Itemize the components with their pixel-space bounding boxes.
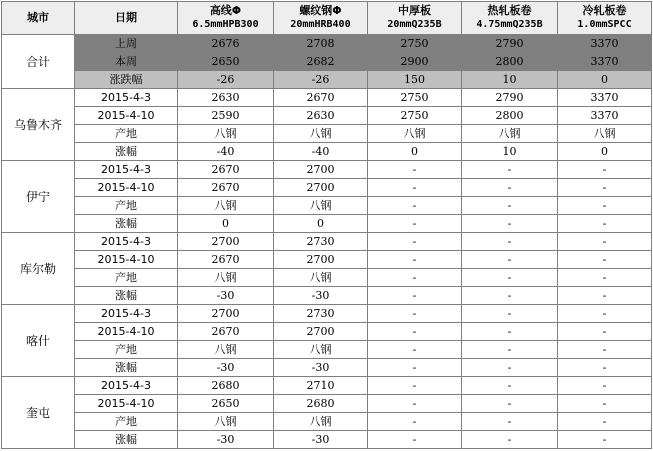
value-cell: 八钢 [274,197,368,215]
value-cell: - [462,215,558,233]
table-row [2,305,652,323]
row-label: 2015-4-10 [75,107,178,125]
table-row [2,341,652,359]
table-row [2,323,652,341]
value-cell: 2700 [274,179,368,197]
value-cell: - [558,233,652,251]
row-label: 涨幅 [75,431,178,449]
row-label: 2015-4-3 [75,377,178,395]
row-label: 产地 [75,413,178,431]
value-cell: 2676 [178,35,274,53]
header-wire-rod: 高线Φ 6.5mmHPB300 [178,2,274,35]
value-cell: 2590 [178,107,274,125]
value-cell: -30 [178,287,274,305]
value-cell: 八钢 [178,413,274,431]
value-cell: - [558,323,652,341]
table-row [2,161,652,179]
value-cell: 3370 [558,53,652,71]
row-label: 产地 [75,341,178,359]
row-label: 涨跌幅 [75,71,178,89]
row-label: 产地 [75,125,178,143]
city-cell: 奎屯 [2,377,75,449]
value-cell: - [558,161,652,179]
value-cell: 八钢 [274,413,368,431]
value-cell: 2630 [178,89,274,107]
value-cell: 八钢 [178,269,274,287]
row-label: 2015-4-3 [75,89,178,107]
value-cell: -30 [178,359,274,377]
value-cell: - [368,341,462,359]
header-city: 城市 [2,2,75,35]
table-row [2,395,652,413]
value-cell: 2730 [274,233,368,251]
value-cell: 10 [462,71,558,89]
value-cell: -26 [274,71,368,89]
value-cell: 2680 [274,395,368,413]
value-cell: 2750 [368,89,462,107]
row-label: 涨幅 [75,215,178,233]
value-cell: 2670 [178,323,274,341]
value-cell: 10 [462,143,558,161]
value-cell: - [558,269,652,287]
value-cell: - [558,305,652,323]
value-cell: 2700 [274,323,368,341]
value-cell: - [462,359,558,377]
table-row [2,143,652,161]
header-row [2,2,652,35]
value-cell: 八钢 [178,341,274,359]
table-row [2,431,652,449]
value-cell: - [462,413,558,431]
summary-row [2,53,652,71]
value-cell: - [462,377,558,395]
value-cell: - [558,359,652,377]
value-cell: -30 [274,359,368,377]
row-label: 2015-4-3 [75,233,178,251]
value-cell: 0 [178,215,274,233]
value-cell: 八钢 [274,341,368,359]
value-cell: 2790 [462,35,558,53]
value-cell: 2682 [274,53,368,71]
value-cell: 2708 [274,35,368,53]
row-label: 涨幅 [75,287,178,305]
steel-price-table [1,1,652,449]
value-cell: 2650 [178,395,274,413]
value-cell: - [558,197,652,215]
value-cell: 2730 [274,305,368,323]
value-cell: 2700 [274,161,368,179]
value-cell: 2670 [178,161,274,179]
value-cell: -26 [178,71,274,89]
value-cell: - [558,377,652,395]
value-cell: 0 [368,143,462,161]
value-cell: - [368,251,462,269]
table-body [2,35,652,449]
header-rebar: 螺纹钢Φ 20mmHRB400 [274,2,368,35]
value-cell: - [558,179,652,197]
summary-row [2,35,652,53]
row-label: 2015-4-10 [75,251,178,269]
header-hot-rolled-coil: 热轧板卷 4.75mmQ235B [462,2,558,35]
value-cell: 八钢 [178,125,274,143]
value-cell: 2700 [178,233,274,251]
value-cell: - [462,431,558,449]
value-cell: - [368,269,462,287]
table-row [2,125,652,143]
row-label: 上周 [75,35,178,53]
value-cell: 八钢 [368,125,462,143]
table-row [2,233,652,251]
value-cell: - [368,323,462,341]
value-cell: 2650 [178,53,274,71]
value-cell: - [558,251,652,269]
value-cell: 2680 [178,377,274,395]
row-label: 产地 [75,269,178,287]
value-cell: -30 [274,287,368,305]
value-cell: - [462,197,558,215]
value-cell: - [368,197,462,215]
table-row [2,413,652,431]
row-label: 2015-4-3 [75,305,178,323]
value-cell: - [462,179,558,197]
value-cell: 2670 [274,89,368,107]
value-cell: 2700 [178,305,274,323]
value-cell: 2750 [368,107,462,125]
header-date: 日期 [75,2,178,35]
table-row [2,359,652,377]
city-cell: 伊宁 [2,161,75,233]
row-label: 涨幅 [75,143,178,161]
value-cell: 150 [368,71,462,89]
value-cell: - [368,233,462,251]
summary-row [2,71,652,89]
row-label: 2015-4-10 [75,323,178,341]
city-cell: 乌鲁木齐 [2,89,75,161]
value-cell: -40 [274,143,368,161]
value-cell: - [368,377,462,395]
value-cell: - [558,287,652,305]
value-cell: 八钢 [274,269,368,287]
table-row [2,215,652,233]
row-label: 2015-4-3 [75,161,178,179]
value-cell: - [368,359,462,377]
value-cell: 0 [558,143,652,161]
value-cell: 2630 [274,107,368,125]
value-cell: - [462,251,558,269]
value-cell: 3370 [558,89,652,107]
value-cell: 0 [274,215,368,233]
table-row [2,89,652,107]
value-cell: -40 [178,143,274,161]
value-cell: - [462,269,558,287]
value-cell: 2700 [274,251,368,269]
value-cell: - [462,323,558,341]
city-cell: 喀什 [2,305,75,377]
value-cell: - [558,341,652,359]
value-cell: - [462,287,558,305]
row-label: 本周 [75,53,178,71]
value-cell: 八钢 [178,197,274,215]
header-cold-rolled-coil: 冷轧板卷 1.0mmSPCC [558,2,652,35]
value-cell: 0 [558,71,652,89]
value-cell: 八钢 [558,125,652,143]
value-cell: - [558,215,652,233]
table-row [2,107,652,125]
value-cell: 2800 [462,53,558,71]
value-cell: -30 [274,431,368,449]
value-cell: - [368,305,462,323]
table-row [2,377,652,395]
city-cell: 合计 [2,35,75,89]
table-row [2,197,652,215]
header-plate: 中厚板 20mmQ235B [368,2,462,35]
value-cell: 八钢 [462,125,558,143]
value-cell: - [368,215,462,233]
value-cell: - [462,395,558,413]
row-label: 产地 [75,197,178,215]
city-cell: 库尔勒 [2,233,75,305]
value-cell: 2900 [368,53,462,71]
value-cell: - [368,287,462,305]
value-cell: -30 [178,431,274,449]
value-cell: - [368,413,462,431]
value-cell: 2750 [368,35,462,53]
value-cell: - [558,431,652,449]
table-row [2,251,652,269]
value-cell: 2800 [462,107,558,125]
value-cell: - [462,305,558,323]
value-cell: - [558,395,652,413]
value-cell: 2710 [274,377,368,395]
table-row [2,179,652,197]
value-cell: 2670 [178,179,274,197]
row-label: 2015-4-10 [75,179,178,197]
value-cell: - [368,395,462,413]
value-cell: 3370 [558,107,652,125]
value-cell: - [368,161,462,179]
value-cell: 2670 [178,251,274,269]
value-cell: 3370 [558,35,652,53]
value-cell: - [368,431,462,449]
row-label: 涨幅 [75,359,178,377]
value-cell: - [558,413,652,431]
value-cell: - [462,161,558,179]
value-cell: 八钢 [274,125,368,143]
table-row [2,287,652,305]
value-cell: 2790 [462,89,558,107]
value-cell: - [462,233,558,251]
value-cell: - [368,179,462,197]
table-row [2,269,652,287]
row-label: 2015-4-10 [75,395,178,413]
value-cell: - [462,341,558,359]
